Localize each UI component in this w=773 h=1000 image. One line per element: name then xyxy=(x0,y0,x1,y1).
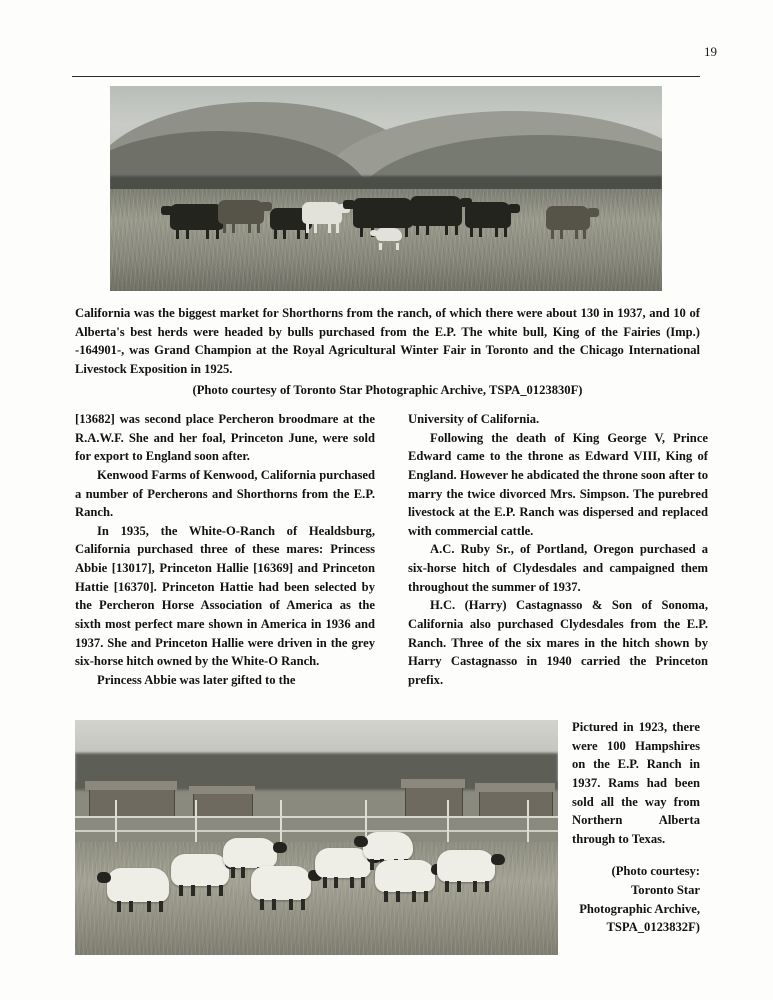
body-column-right xyxy=(408,410,708,689)
fence-post xyxy=(527,800,529,842)
cattle-photograph xyxy=(110,86,662,291)
cow xyxy=(410,196,462,226)
paragraph: Princess Abbie was later gifted to the xyxy=(97,672,296,687)
paragraph: Kenwood Farms of Kenwood, California purchased a number of Percherons and Shorthorns from the E.P. Ranch. xyxy=(75,467,375,520)
cow xyxy=(353,198,413,228)
sheep xyxy=(363,832,413,860)
ranch-building xyxy=(405,786,463,819)
paragraph: In 1935, the White-O-Ranch of Healdsburg, California purchased three of these mares: Princess Abbie [13017], Princeton Hallie [16369] and Princeton Hattie [16370]. Princeton Hattie had been selected by the Percheron Horse Association of America as the sixth most perfect mare shown in America in 1936 and 1937. She and Princeton Hallie were driven in the grey six-horse hitch owned by the White-O Ranch. xyxy=(75,523,375,669)
building-roof xyxy=(189,786,255,794)
sheep xyxy=(223,838,277,868)
ranch-building xyxy=(479,791,553,819)
fence-post xyxy=(447,800,449,842)
ranch-building xyxy=(89,788,175,818)
calf-white xyxy=(376,228,402,241)
fence-post xyxy=(195,800,197,842)
cow-white xyxy=(302,202,342,224)
sheep xyxy=(375,860,435,892)
fence-post xyxy=(115,800,117,842)
sheep-photograph xyxy=(75,720,558,955)
cow xyxy=(170,204,224,230)
paragraph: A.C. Ruby Sr., of Portland, Oregon purchased a six-horse hitch of Clydesdales and campaigned them throughout the summer of 1937. xyxy=(408,542,708,594)
side-caption-body: Pictured in 1923, there were 100 Hampshires on the E.P. Ranch in 1937. Rams had been sold all the way from Northern Alberta through to Texas. xyxy=(572,720,700,846)
paragraph: Following the death of King George V, Prince Edward came to the throne as Edward VIII, King of England. However he abdicated the throne soon after to marry the twice divorced Mrs. Simpson. The purebred livestock at the E.P. Ranch was dispersed and replaced with commercial cattle. xyxy=(408,430,708,538)
cow xyxy=(465,202,511,228)
cow xyxy=(546,206,590,230)
building-roof xyxy=(475,783,555,791)
top-caption-credit: (Photo courtesy of Toronto Star Photographic Archive, TSPA_0123830F) xyxy=(192,382,583,397)
paragraph: H.C. (Harry) Castagnasso & Son of Sonoma, California also purchased Clydesdales from the E.P. Ranch. Three of the six mares in the hitch shown by Harry Castagnasso in 1940 carried the Princeton prefix. xyxy=(408,598,708,687)
fence-rail xyxy=(75,816,558,818)
ranch-building xyxy=(193,793,253,819)
body-column-left xyxy=(75,410,375,689)
sheep xyxy=(107,868,169,902)
side-caption-credit: (Photo courtesy: Toronto Star Photographic Archive, TSPA_0123832F) xyxy=(579,864,700,935)
paragraph: University of California. xyxy=(408,412,540,426)
fence-post xyxy=(280,800,282,842)
page-number: 19 xyxy=(704,44,717,59)
building-roof xyxy=(401,779,465,788)
sheep xyxy=(251,866,311,900)
cow xyxy=(218,200,264,224)
header-rule xyxy=(72,76,700,77)
fence-rail xyxy=(75,830,558,832)
sheep xyxy=(437,850,495,882)
bottom-photo-caption xyxy=(572,718,700,937)
sheep xyxy=(171,854,229,886)
paragraph: [13682] was second place Percheron broodmare at the R.A.W.F. She and her foal, Princeton June, were sold for export to England soon after. xyxy=(75,412,375,464)
building-roof xyxy=(85,781,177,790)
top-photo-caption xyxy=(75,304,700,399)
top-caption-body: California was the biggest market for Shorthorns from the ranch, of which there were about 130 in 1937, and 10 of Alberta's best herds were headed by bulls purchased from the E.P. The white bull, King of the Fairies (Imp.) -164901-, was Grand Champion at the Royal Agricultural Winter Fair in Toronto and the Chicago International Livestock Exposition in 1925. xyxy=(75,306,700,376)
